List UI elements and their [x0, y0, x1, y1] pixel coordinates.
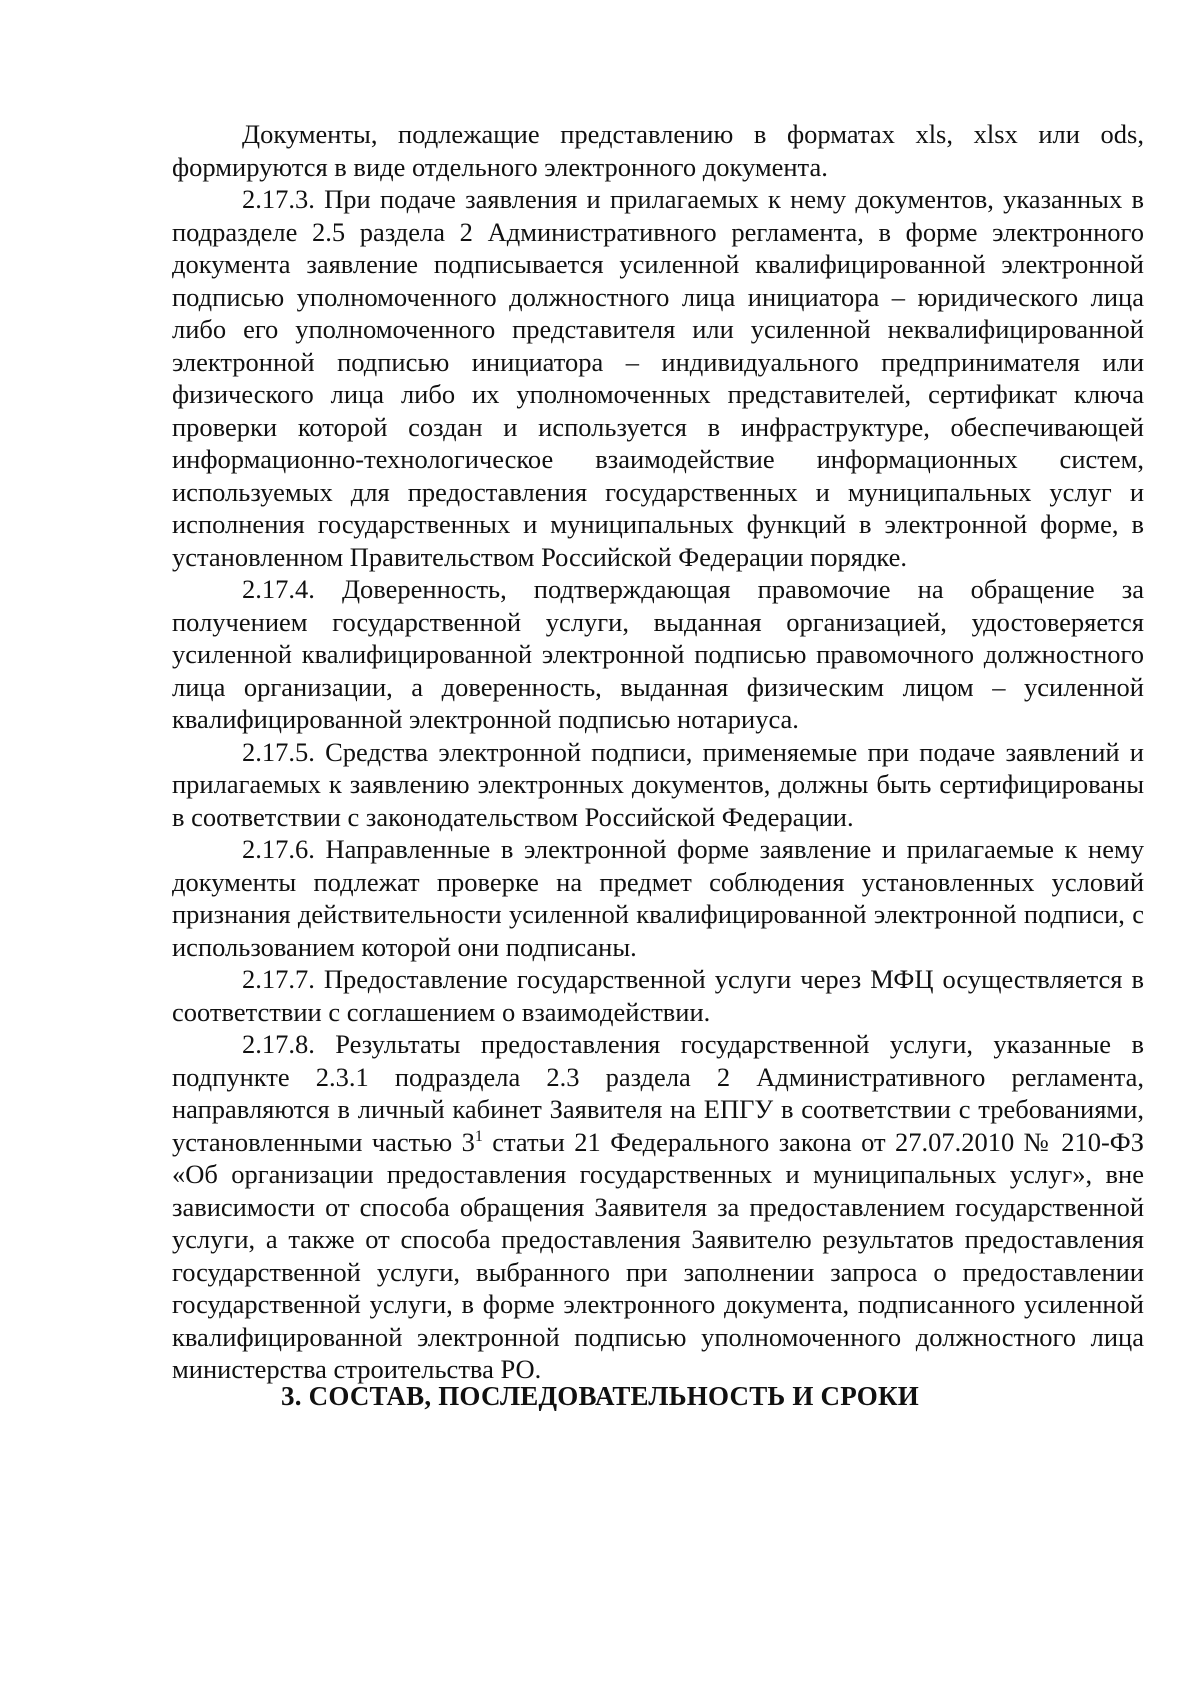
section-heading: 3. СОСТАВ, ПОСЛЕДОВАТЕЛЬНОСТЬ И СРОКИ	[281, 1381, 919, 1411]
paragraph-2-17-3: 2.17.3. При подаче заявления и прилагаемых к нему документов, указанных в подразделе 2.5 раздела 2 Административного регламента, в форме электронного документа заявление подписывается усиленной квалифицированной электронной подписью уполномоченного должностного лица инициатора – юридического лица либо его уполномоченного представителя или усиленной неквалифицированной электронной подписью инициатора – индивидуального предпринимателя или физического лица либо их уполномоченных представителей, сертификат ключа проверки которой создан и используется в инфраструктуре, обеспечивающей информационно-технологическое взаимодействие информационных систем, используемых для предоставления государственных и муниципальных услуг и исполнения государственных и муниципальных функций в электронной форме, в установленном Правительством Российской Федерации порядке.	[172, 184, 1144, 572]
paragraph-2-17-4: 2.17.4. Доверенность, подтверждающая правомочие на обращение за получением государственной услуги, выданная организацией, удостоверяется усиленной квалифицированной электронной подписью правомочного должностного лица организации, а доверенность, выданная физическим лицом – усиленной квалифицированной электронной подписью нотариуса.	[172, 574, 1144, 734]
paragraph-2-17-8	[172, 1028, 1144, 1386]
paragraph-2-17-6: 2.17.6. Направленные в электронной форме заявление и прилагаемые к нему документы подлежат проверке на предмет соблюдения установленных условий признания действительности усиленной квалифицированной электронной подписи, с использованием которой они подписаны.	[172, 834, 1144, 962]
superscript-one: 1	[474, 1127, 483, 1145]
paragraph-2-17-7: 2.17.7. Предоставление государственной услуги через МФЦ осуществляется в соответствии с соглашением о взаимодействии.	[172, 964, 1144, 1027]
paragraph-2-17-5: 2.17.5. Средства электронной подписи, применяемые при подаче заявлений и прилагаемых к заявлению электронных документов, должны быть сертифицированы в соответствии с законодательством Российской Федерации.	[172, 736, 1144, 832]
paragraph-2-17-8-part1: 2.17.8. Результаты предоставления государственной услуги, указанные в подпункте 2.3.1 подраздела 2.3 раздела 2 Административного регламента, направляются в личный кабинет Заявителя на ЕПГУ в соответствии с требованиями, установленными частью 3	[172, 1029, 1144, 1157]
paragraph-2-17-8-part2: статьи 21 Федерального закона от 27.07.2010 № 210-ФЗ «Об организации предоставления государственных и муниципальных услуг», вне зависимости от способа обращения Заявителя за предоставлением государственной услуги, а также от способа предоставления Заявителю результатов предоставления государственной услуги, выбранного при заполнении запроса о предоставлении государственной услуги, в форме электронного документа, подписанного усиленной квалифицированной электронной подписью уполномоченного должностного лица министерства строительства РО.	[172, 1126, 1144, 1384]
document-page	[172, 118, 1144, 1386]
paragraph-formats: Документы, подлежащие представлению в форматах xls, xlsx или ods, формируются в виде отдельного электронного документа.	[172, 119, 1144, 182]
